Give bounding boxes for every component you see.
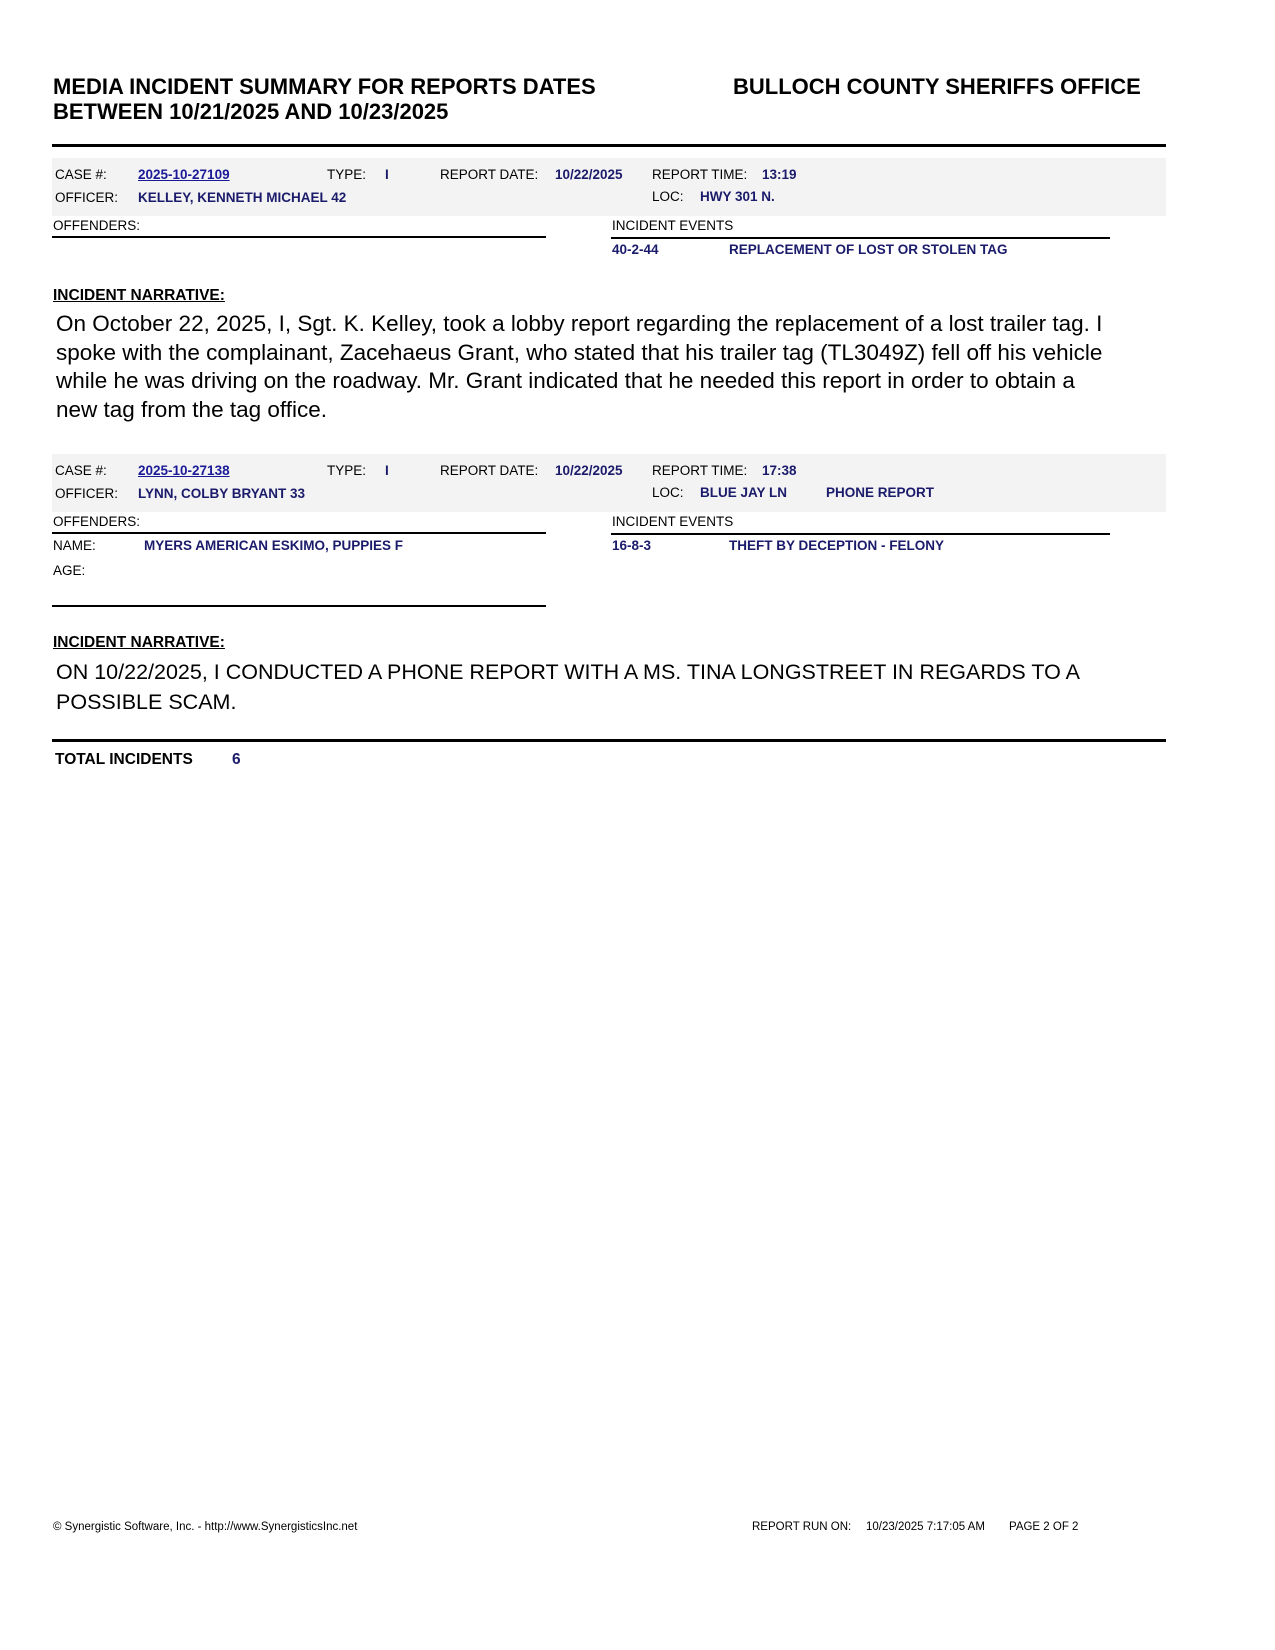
footer-page: PAGE 2 OF 2 [1009, 1521, 1079, 1533]
incident-events-label: INCIDENT EVENTS [612, 514, 734, 529]
report-date-value: 10/22/2025 [555, 167, 623, 182]
type-value: I [385, 167, 389, 182]
loc-note: PHONE REPORT [826, 485, 935, 500]
report-date-label: REPORT DATE: [440, 463, 539, 478]
footer-run-on: 10/23/2025 7:17:05 AM [866, 1521, 985, 1533]
report-date-value: 10/22/2025 [555, 463, 623, 478]
case-label: CASE #: [55, 167, 107, 182]
report-date-label: REPORT DATE: [440, 167, 539, 182]
report-time-label: REPORT TIME: [652, 167, 748, 182]
event-code: 40-2-44 [612, 242, 659, 257]
event-description: REPLACEMENT OF LOST OR STOLEN TAG [729, 242, 1008, 257]
offenders-underline [52, 236, 546, 238]
case-number-link[interactable]: 2025-10-27109 [138, 167, 230, 182]
narrative-heading: INCIDENT NARRATIVE: [53, 634, 225, 651]
officer-value: LYNN, COLBY BRYANT 33 [138, 486, 306, 501]
type-value: I [385, 463, 389, 478]
offender-block-underline [52, 605, 546, 607]
offenders-label: OFFENDERS: [53, 218, 141, 233]
offenders-underline [52, 532, 546, 534]
report-time-value: 13:19 [762, 167, 797, 182]
report-time-value: 17:38 [762, 463, 797, 478]
officer-label: OFFICER: [55, 486, 118, 501]
offender-name-label: NAME: [53, 538, 96, 553]
officer-value: KELLEY, KENNETH MICHAEL 42 [138, 190, 347, 205]
narrative-text: On October 22, 2025, I, Sgt. K. Kelley, took a lobby report regarding the replacement of a lost trailer tag. I spoke with the complainant, Zacehaeus Grant, who stated that his trailer tag (TL3049Z) fell off his vehicle while he was driving on the roadway. Mr. Grant indicated that he needed this report in order to obtain a new tag from the tag office. [56, 311, 1103, 422]
offender-name-value: MYERS AMERICAN ESKIMO, PUPPIES F [144, 538, 404, 553]
loc-label: LOC: [652, 485, 684, 500]
report-title-line1: MEDIA INCIDENT SUMMARY FOR REPORTS DATES [53, 74, 596, 99]
loc-value: HWY 301 N. [700, 189, 775, 204]
type-label: TYPE: [327, 463, 367, 478]
narrative-text: ON 10/22/2025, I CONDUCTED A PHONE REPORT WITH A MS. TINA LONGSTREET IN REGARDS TO A POSSIBLE SCAM. [56, 660, 1079, 714]
case-label: CASE #: [55, 463, 107, 478]
narrative-heading: INCIDENT NARRATIVE: [53, 287, 225, 304]
report-time-label: REPORT TIME: [652, 463, 748, 478]
incident-events-label: INCIDENT EVENTS [612, 218, 734, 233]
total-incidents-count: 6 [232, 751, 241, 768]
report-title-line2: BETWEEN 10/21/2025 AND 10/23/2025 [53, 99, 449, 124]
offender-age-label: AGE: [53, 563, 86, 578]
footer-copyright: © Synergistic Software, Inc. - http://www.SynergisticsInc.net [53, 1521, 358, 1533]
loc-label: LOC: [652, 189, 684, 204]
footer-run-label: REPORT RUN ON: [752, 1521, 852, 1533]
header-divider [52, 144, 1166, 147]
type-label: TYPE: [327, 167, 367, 182]
event-description: THEFT BY DECEPTION - FELONY [729, 538, 945, 553]
officer-label: OFFICER: [55, 190, 118, 205]
events-underline [611, 533, 1110, 535]
total-incidents-label: TOTAL INCIDENTS [55, 751, 193, 768]
agency-name: BULLOCH COUNTY SHERIFFS OFFICE [733, 74, 1141, 99]
events-underline [611, 237, 1110, 239]
offenders-label: OFFENDERS: [53, 514, 141, 529]
case-number-link[interactable]: 2025-10-27138 [138, 463, 230, 478]
loc-value: BLUE JAY LN [700, 485, 788, 500]
totals-divider [52, 739, 1166, 742]
event-code: 16-8-3 [612, 538, 652, 553]
